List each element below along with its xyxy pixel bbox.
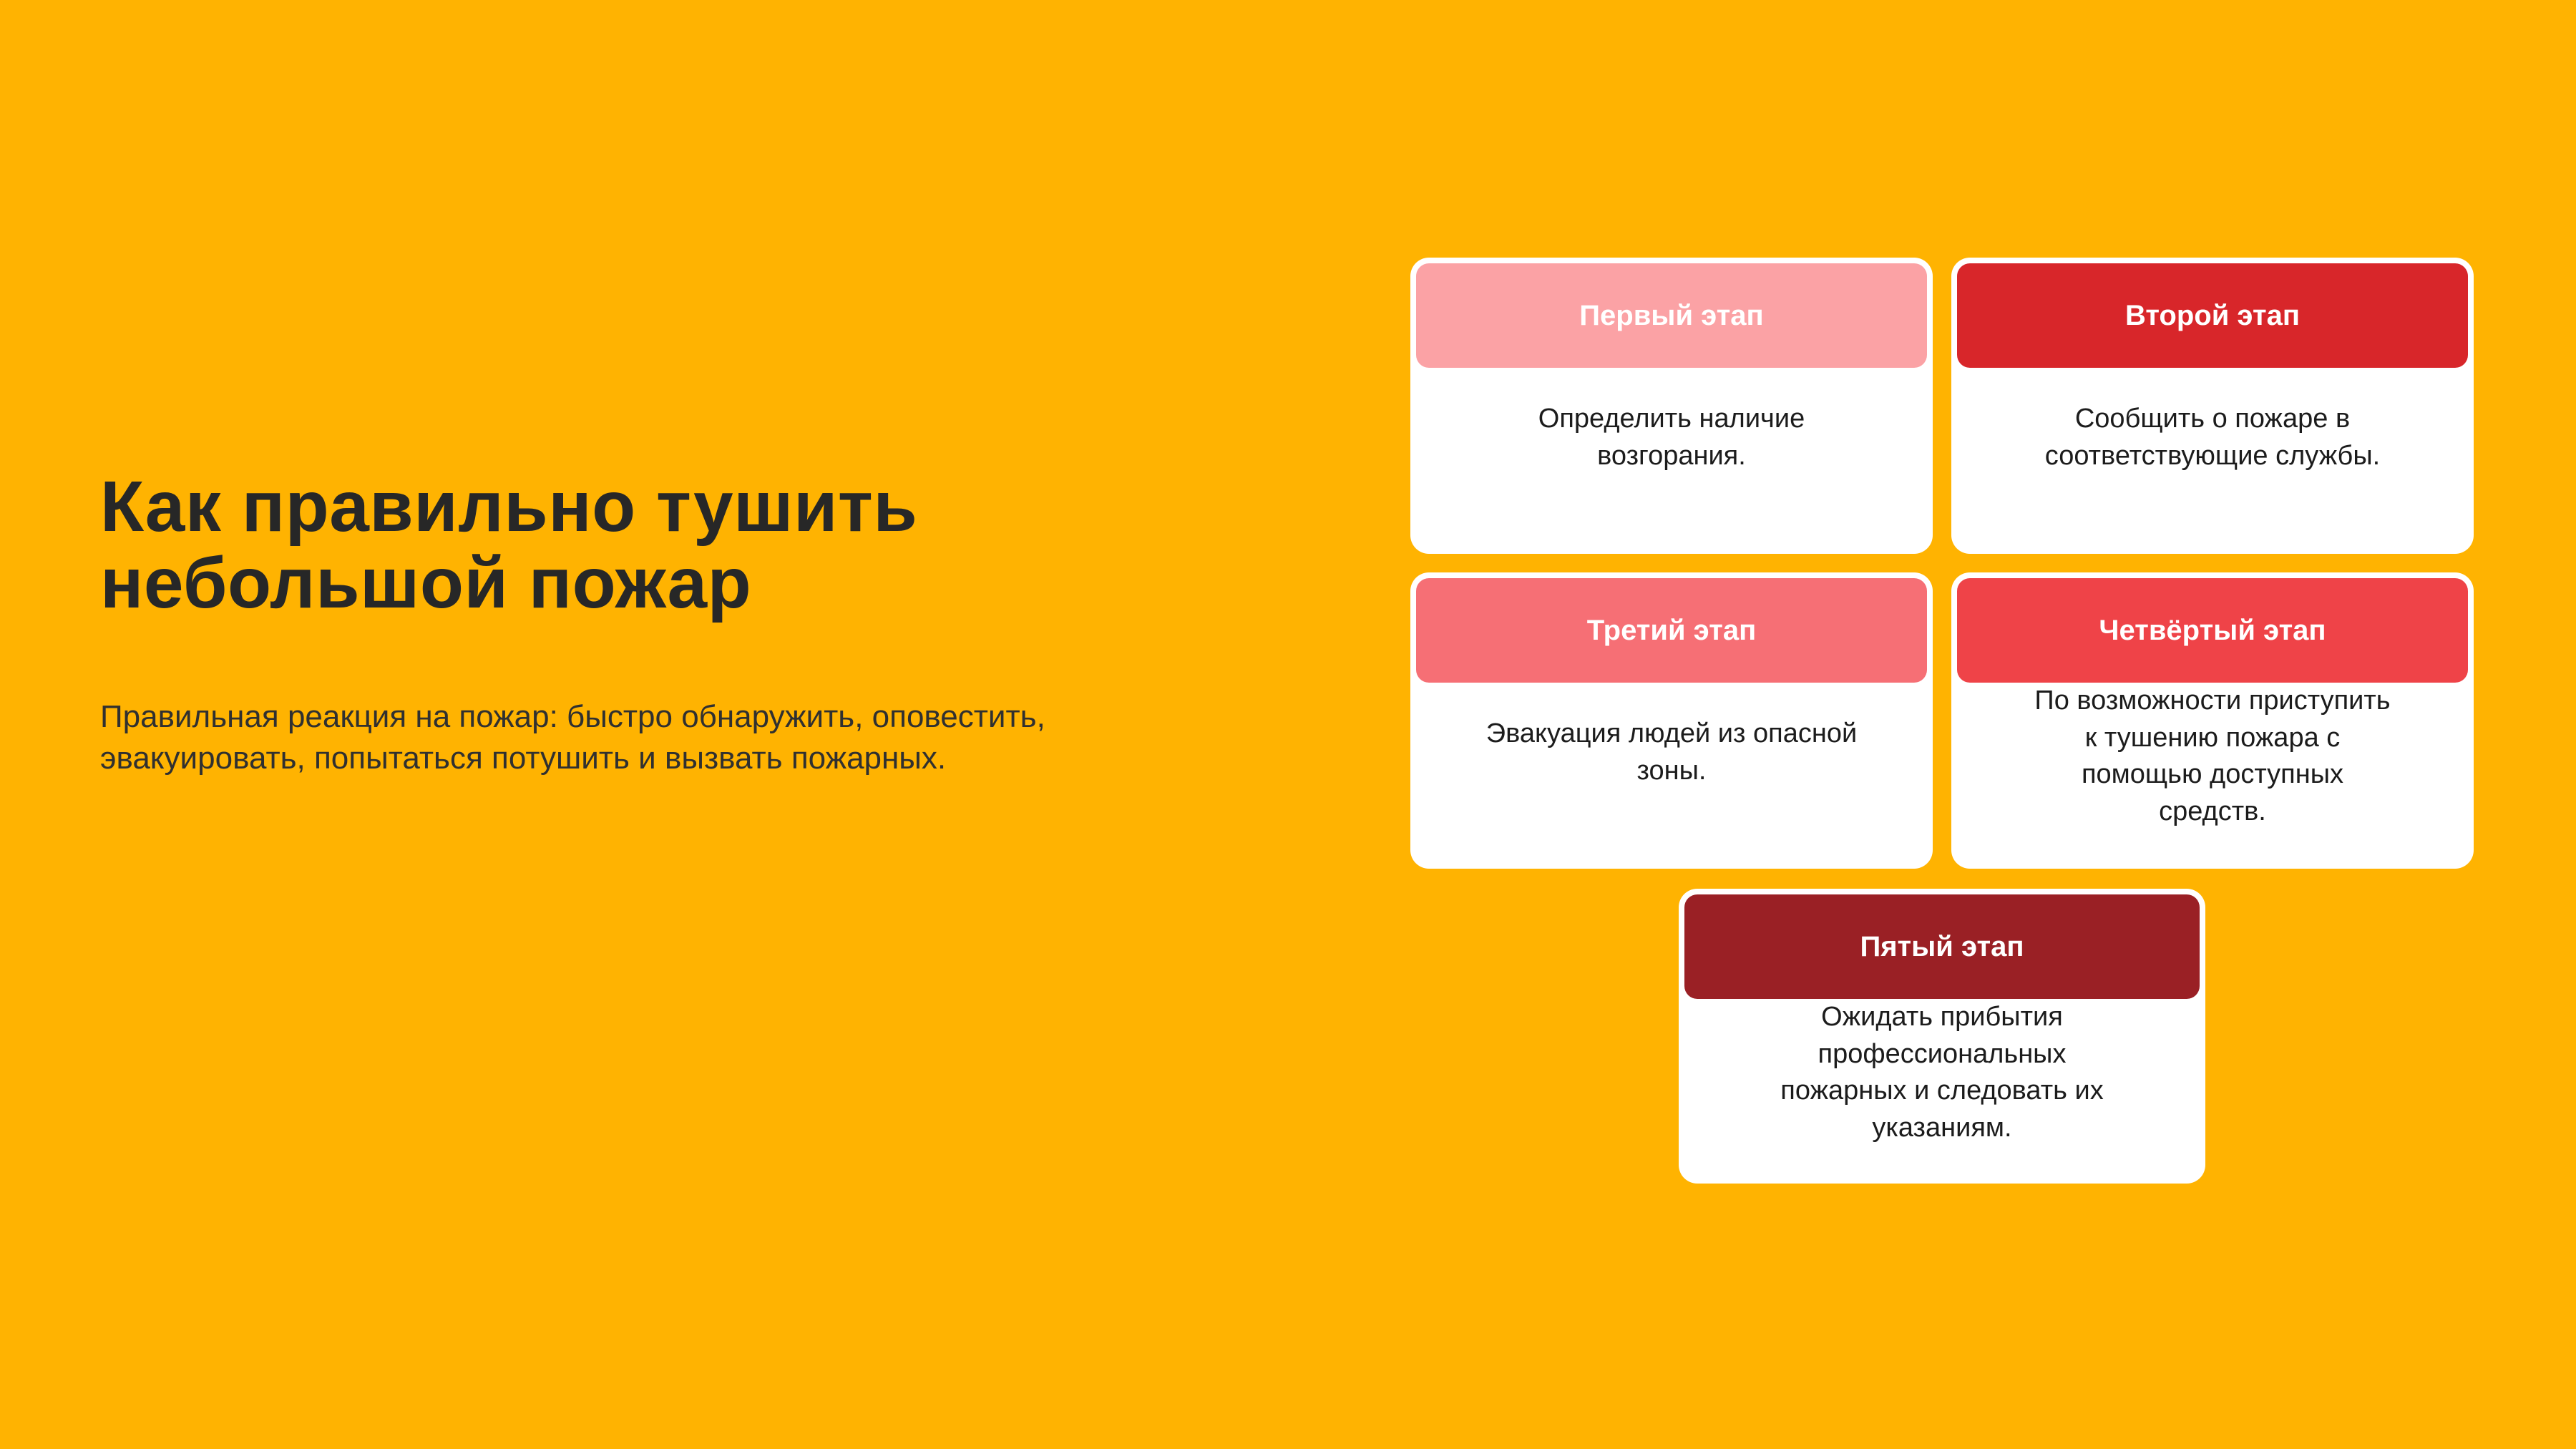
stage-card-4-label: Четвёртый этап — [2099, 614, 2326, 646]
intro-block — [100, 469, 1274, 779]
stages-grid — [1410, 258, 2474, 869]
stage-card-2 — [1951, 258, 2474, 554]
stage-card-4-body — [1957, 683, 2468, 871]
stage-card-4-description: По возможности приступить к тушению пожара с помощью доступных средств. — [2034, 686, 2391, 827]
stage-card-1-description: Определить наличие возгорания. — [1538, 404, 1805, 471]
stage-card-5-description: Ожидать прибытия профессиональных пожарных и следовать их указаниям. — [1780, 1002, 2104, 1143]
stage-card-2-body — [1957, 368, 2468, 548]
stage-card-3-description: Эвакуация людей из опасной зоны. — [1485, 718, 1858, 786]
stage-card-1-header — [1416, 263, 1927, 368]
stage-card-4-header — [1957, 578, 2468, 683]
stages-section — [1410, 258, 2474, 1184]
stage-card-1-label: Первый этап — [1579, 299, 1764, 331]
page-title: Как правильно тушить небольшой пожар — [100, 467, 918, 623]
stage-card-5 — [1679, 889, 2205, 1184]
stage-card-2-label: Второй этап — [2125, 299, 2300, 331]
stage-card-1-body — [1416, 368, 1927, 548]
page-subtitle: Правильная реакция на пожар: быстро обнаружить, оповестить, эвакуировать, попытаться потушить и вызвать пожарных. — [100, 699, 1045, 776]
stage-card-3-body — [1416, 683, 1927, 863]
stage-card-5-body — [1684, 999, 2200, 1187]
stage-card-2-header — [1957, 263, 2468, 368]
stage-card-4 — [1951, 572, 2474, 869]
stage-card-2-description: Сообщить о пожаре в соответствующие службы. — [2044, 404, 2381, 471]
stage-card-3-header — [1416, 578, 1927, 683]
stage-card-3-label: Третий этап — [1586, 614, 1757, 646]
stage-card-5-label: Пятый этап — [1860, 930, 2024, 962]
stage-card-3 — [1410, 572, 1933, 869]
stage-card-1 — [1410, 258, 1933, 554]
stage-card-5-header — [1684, 894, 2200, 999]
